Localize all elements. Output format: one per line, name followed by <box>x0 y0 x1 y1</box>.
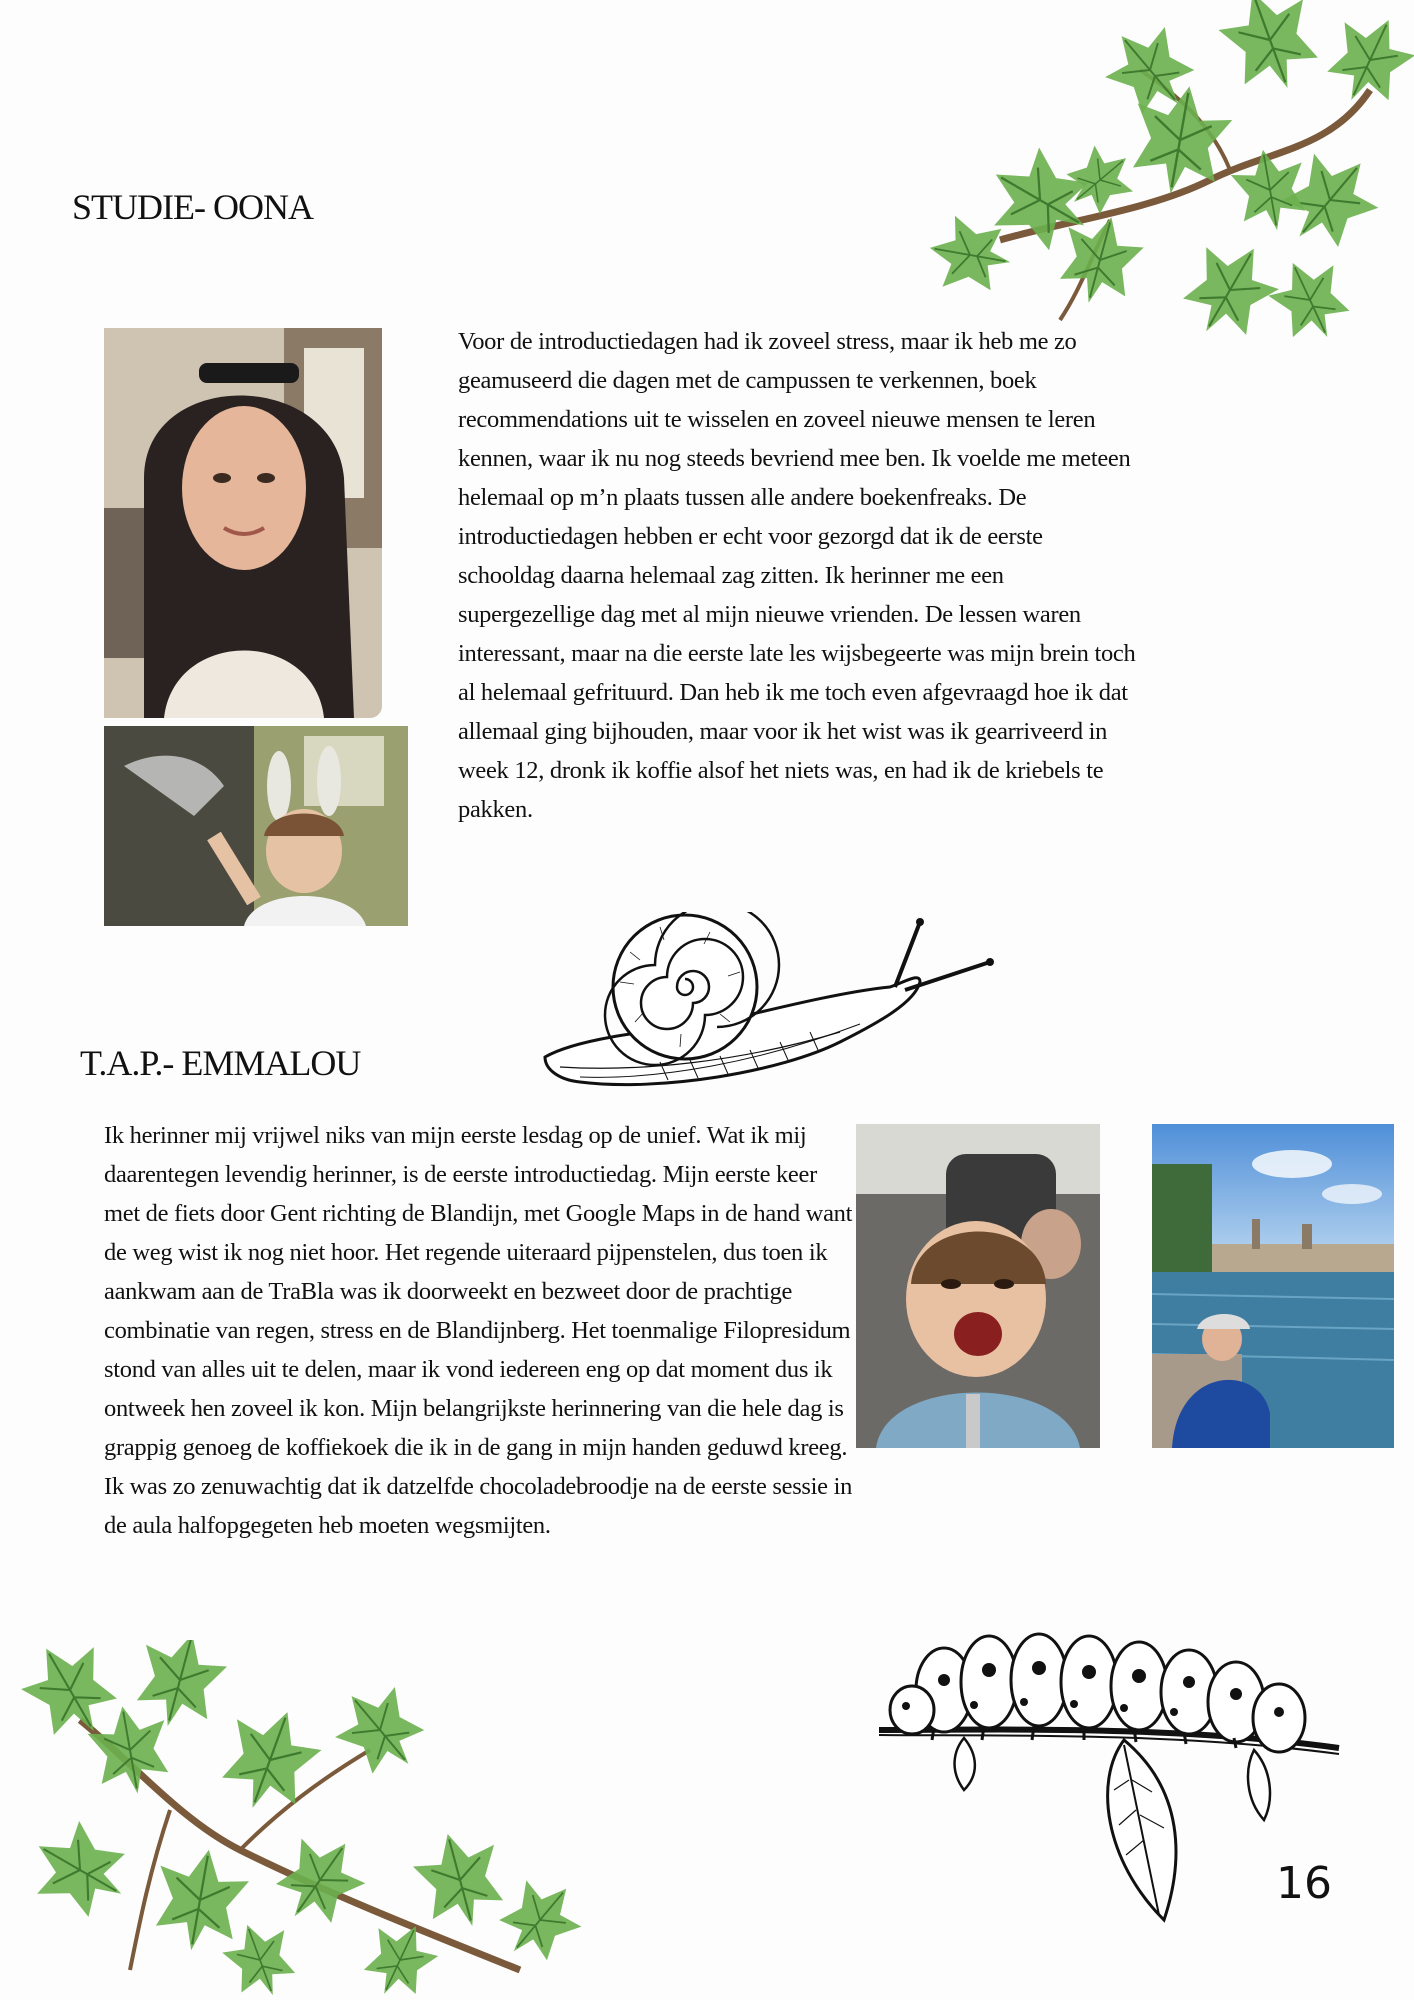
caterpillar-illustration <box>874 1630 1344 1930</box>
ivy-bottom-left-illustration <box>20 1640 610 2000</box>
emmalou-childhood-photo <box>856 1124 1100 1448</box>
page-number: 16 <box>1276 1858 1332 1909</box>
section2-paragraph: Ik herinner mij vrijwel niks van mijn eerste lesdag op de unief. Wat ik mij daarentegen levendig herinner, is de eerste introductiedag. Mijn eerste keer met de fiets door Gent richting de Blandijn, met Google Maps in de hand want de weg wist ik nog niet hoor. Het regende uiteraard pijpenstelen, dus toen ik aankwam aan de TraBla was ik doorweekt en bezweet door de prachtige combinatie van regen, stress en de Blandijnberg. Het toenmalige Filopresidum stond van alles uit te delen, maar ik vond iedereen eng op dat moment dus ik ontweek hen zoveel ik kon. Mijn belangrijkste herinnering van die hele dag is grappig genoeg de koffiekoek die ik in de gang in mijn handen geduwd kreeg. Ik was zo zenuwachtig dat ik datzelfde chocoladebroodje na de eerste sessie in de aula halfopgegeten heb moeten wegsmijten. <box>104 1122 853 1539</box>
oona-childhood-photo <box>104 726 408 926</box>
section1-paragraph: Voor de introductiedagen had ik zoveel stress, maar ik heb me zo geamuseerd die dagen met de campussen te verkennen, boek recommendations uit te wisselen en zoveel nieuwe mensen te leren kennen, waar ik nu nog steeds bevriend mee ben. Ik voelde me meteen helemaal op m’n plaats tussen alle andere boekenfreaks. De introductiedagen hebben er echt voor gezorgd dat ik de eerste schooldag daarna helemaal zag zitten. Ik herinner me een supergezellige dag met al mijn nieuwe vrienden. De lessen waren interessant, maar na die eerste late les wijsbegeerte was mijn brein toch al helemaal gefrituurd. Dan heb ik me toch even afgevraagd hoe ik dat allemaal ging bijhouden, maar voor ik het wist was ik gearriveerd in week 12, dronk ik koffie alsof het niets was, en had ik de kriebels te pakken. <box>458 328 1136 823</box>
snail-illustration <box>540 912 1000 1102</box>
oona-portrait-photo <box>104 328 382 718</box>
section1-title: STUDIE- OONA <box>72 187 313 227</box>
ivy-top-right-illustration <box>850 0 1414 360</box>
emmalou-lake-photo <box>1152 1124 1394 1448</box>
section2-title: T.A.P.- EMMALOU <box>80 1043 361 1083</box>
